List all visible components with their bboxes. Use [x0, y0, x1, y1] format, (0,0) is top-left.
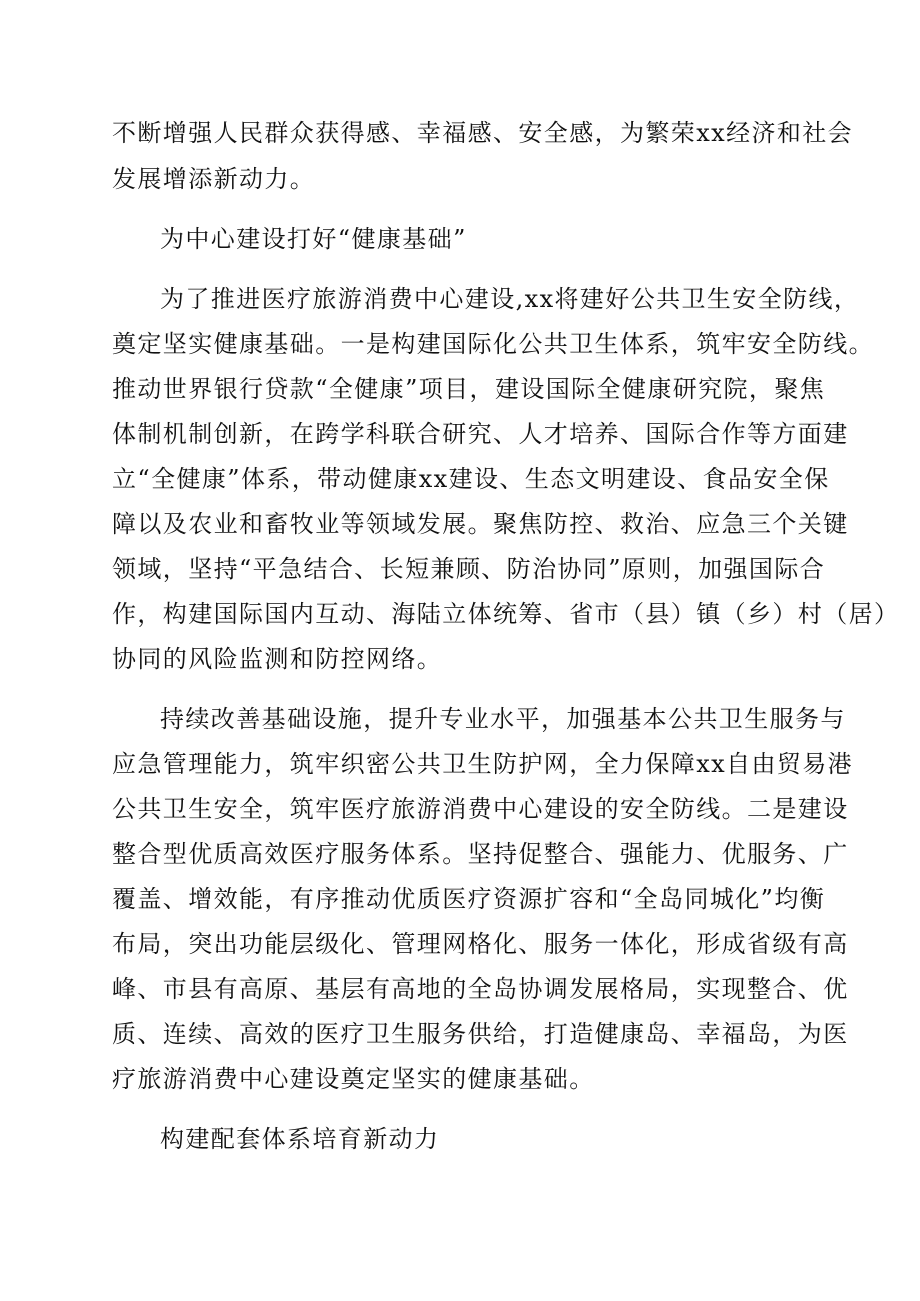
paragraph-line: 应急管理能力，筑牢织密公共卫生防护网，全力保障xx自由贸易港 [112, 750, 854, 778]
paragraph-line: 障以及农业和畜牧业等领域发展。聚焦防控、救治、应急三个关键 [112, 510, 849, 538]
paragraph-line: 质、连续、高效的医疗卫生服务供给，打造健康岛、幸福岛，为医 [112, 1020, 849, 1048]
paragraph-line: 为了推进医疗旅游消费中心建设,xx将建好公共卫生安全防线， [160, 285, 860, 313]
paragraph-line: 布局，突出功能层级化、管理网格化、服务一体化，形成省级有高 [112, 930, 849, 958]
section-heading-supporting-system: 构建配套体系培育新动力 [160, 1125, 440, 1153]
paragraph-line: 持续改善基础设施，提升专业水平，加强基本公共卫生服务与 [160, 705, 846, 733]
section-heading-health-foundation: 为中心建设打好“健康基础” [160, 225, 467, 253]
paragraph-line: 覆盖、增效能，有序推动优质医疗资源扩容和“全岛同城化”均衡 [112, 885, 826, 913]
paragraph-line: 疗旅游消费中心建设奠定坚实的健康基础。 [112, 1065, 595, 1093]
paragraph-line: 奠定坚实健康基础。一是构建国际化公共卫生体系，筑牢安全防线。 [112, 330, 874, 358]
intro-line: 发展增添新动力。 [112, 165, 316, 193]
paragraph-line: 峰、市县有高原、基层有高地的全岛协调发展格局，实现整合、优 [112, 975, 849, 1003]
paragraph-line: 整合型优质高效医疗服务体系。坚持促整合、强能力、优服务、广 [112, 840, 849, 868]
paragraph-line: 领域，坚持“平急结合、长短兼顾、防治协同”原则，加强国际合 [112, 555, 826, 583]
paragraph-line: 推动世界银行贷款“全健康”项目，建设国际全健康研究院，聚焦 [112, 375, 826, 403]
paragraph-line: 协同的风险监测和防控网络。 [112, 645, 443, 673]
paragraph-line: 作，构建国际国内互动、海陆立体统筹、省市（县）镇（乡）村（居） [112, 600, 900, 628]
paragraph-line: 立“全健康”体系，带动健康xx建设、生态文明建设、食品安全保 [112, 465, 830, 493]
paragraph-line: 公共卫生安全，筑牢医疗旅游消费中心建设的安全防线。二是建设 [112, 795, 849, 823]
intro-line: 不断增强人民群众获得感、幸福感、安全感，为繁荣xx经济和社会 [112, 119, 854, 147]
paragraph-line: 体制机制创新，在跨学科联合研究、人才培养、国际合作等方面建 [112, 420, 849, 448]
